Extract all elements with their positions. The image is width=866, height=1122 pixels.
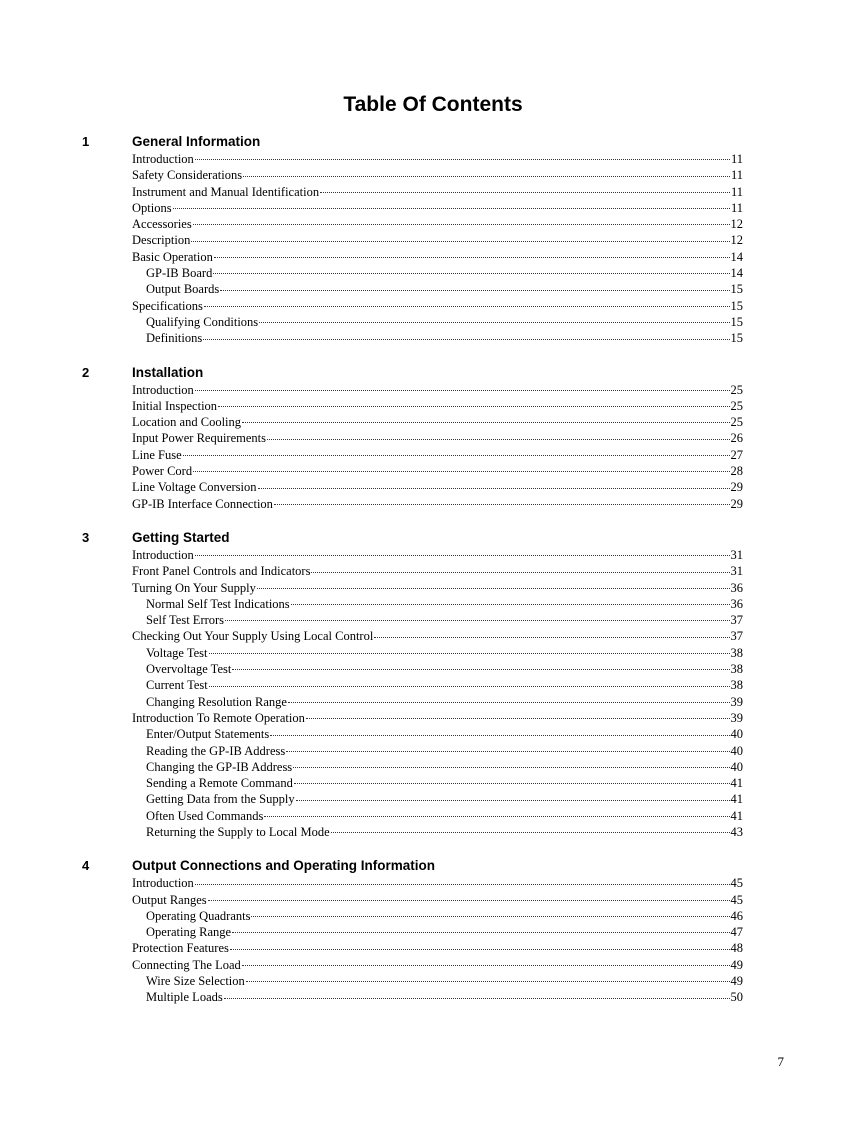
entry-page-number: 12 xyxy=(730,217,743,232)
entry-label: Returning the Supply to Local Mode xyxy=(146,824,330,839)
dot-leader xyxy=(209,686,730,687)
dot-leader xyxy=(270,735,729,736)
entry-label: Accessories xyxy=(132,217,192,232)
entry-label: Line Fuse xyxy=(132,447,182,462)
dot-leader xyxy=(311,572,729,573)
toc-chapter xyxy=(0,857,866,1005)
toc-entry xyxy=(132,957,743,973)
entry-label: Qualifying Conditions xyxy=(146,314,259,329)
entry-label: GP-IB Interface Connection xyxy=(132,496,273,511)
entry-label: Introduction xyxy=(132,876,194,891)
entry-label: Wire Size Selection xyxy=(146,974,245,989)
dot-leader xyxy=(251,916,729,917)
toc-entry xyxy=(132,479,743,495)
dot-leader xyxy=(208,900,730,901)
toc-subentry xyxy=(146,924,743,940)
entry-label: Protection Features xyxy=(132,941,229,956)
toc-entry xyxy=(132,298,743,314)
entry-page-number: 25 xyxy=(730,415,743,430)
entry-label: Introduction xyxy=(132,547,194,562)
entry-label: Instrument and Manual Identification xyxy=(132,184,320,199)
toc-chapter xyxy=(0,364,866,512)
entry-page-number: 31 xyxy=(730,547,743,562)
dot-leader xyxy=(218,406,729,407)
toc-subentry xyxy=(146,973,743,989)
entry-label: Current Test xyxy=(146,678,208,693)
toc-entry xyxy=(132,398,743,414)
entry-page-number: 37 xyxy=(730,629,743,644)
toc-entry xyxy=(132,463,743,479)
entry-page-number: 46 xyxy=(730,908,743,923)
toc-entry xyxy=(132,216,743,232)
entry-page-number: 41 xyxy=(730,808,743,823)
entry-label: Front Panel Controls and Indicators xyxy=(132,564,311,579)
dot-leader xyxy=(195,555,730,556)
page-title: Table Of Contents xyxy=(343,93,523,116)
dot-leader xyxy=(224,998,730,999)
dot-leader xyxy=(291,604,730,605)
entry-label: Getting Data from the Supply xyxy=(146,792,295,807)
chapter-number: 1 xyxy=(82,134,90,149)
toc-subentry xyxy=(146,661,743,677)
dot-leader xyxy=(257,588,730,589)
entry-label: GP-IB Board xyxy=(146,266,213,281)
toc-entry xyxy=(132,580,743,596)
toc-entry xyxy=(132,200,743,216)
toc-subentry xyxy=(146,612,743,628)
entry-page-number: 26 xyxy=(730,431,743,446)
dot-leader xyxy=(242,422,729,423)
entry-page-number: 11 xyxy=(730,168,743,183)
dot-leader xyxy=(264,816,729,817)
dot-leader xyxy=(306,718,730,719)
entry-page-number: 47 xyxy=(730,925,743,940)
entry-page-number: 38 xyxy=(730,662,743,677)
dot-leader xyxy=(193,224,730,225)
toc-subentry xyxy=(146,677,743,693)
entry-page-number: 40 xyxy=(730,743,743,758)
entry-page-number: 40 xyxy=(730,727,743,742)
chapter-title: Output Connections and Operating Information xyxy=(132,858,435,874)
entry-label: Often Used Commands xyxy=(146,808,264,823)
toc-subentry xyxy=(146,908,743,924)
toc-subentry xyxy=(146,759,743,775)
entry-label: Definitions xyxy=(146,331,203,346)
toc-chapter xyxy=(0,529,866,840)
entry-page-number: 36 xyxy=(730,580,743,595)
toc-entry xyxy=(132,430,743,446)
entry-label: Changing Resolution Range xyxy=(146,694,287,709)
entry-page-number: 37 xyxy=(730,613,743,628)
toc-subentry xyxy=(146,989,743,1005)
toc-subentry xyxy=(146,314,743,330)
entry-label: Basic Operation xyxy=(132,249,213,264)
dot-leader xyxy=(209,653,730,654)
entry-label: Changing the GP-IB Address xyxy=(146,759,293,774)
toc-subentry xyxy=(146,330,743,346)
entry-page-number: 29 xyxy=(730,496,743,511)
entry-page-number: 25 xyxy=(730,398,743,413)
toc-entry xyxy=(132,563,743,579)
toc-subentry xyxy=(146,791,743,807)
chapter-title: Installation xyxy=(132,364,204,380)
entry-page-number: 15 xyxy=(730,298,743,313)
entry-page-number: 14 xyxy=(730,249,743,264)
chapter-number: 4 xyxy=(82,858,90,874)
entry-label: Operating Range xyxy=(146,925,232,940)
entry-label: Description xyxy=(132,233,191,248)
toc-subentry xyxy=(146,775,743,791)
chapter-number: 2 xyxy=(82,364,90,380)
entry-page-number: 11 xyxy=(730,200,743,215)
entry-label: Checking Out Your Supply Using Local Control xyxy=(132,629,374,644)
dot-leader xyxy=(195,390,730,391)
dot-leader xyxy=(294,783,730,784)
dot-leader xyxy=(274,504,730,505)
dot-leader xyxy=(183,455,730,456)
entry-page-number: 38 xyxy=(730,678,743,693)
dot-leader xyxy=(195,884,730,885)
entry-label: Normal Self Test Indications xyxy=(146,596,290,611)
toc-entry xyxy=(132,710,743,726)
toc-subentry xyxy=(146,596,743,612)
dot-leader xyxy=(258,488,730,489)
entry-page-number: 41 xyxy=(730,792,743,807)
dot-leader xyxy=(220,290,729,291)
dot-leader xyxy=(214,257,730,258)
dot-leader xyxy=(259,322,729,323)
entry-label: Self Test Errors xyxy=(146,613,225,628)
toc-entry xyxy=(132,249,743,265)
toc-subentry xyxy=(146,265,743,281)
dot-leader xyxy=(232,932,729,933)
entry-label: Safety Considerations xyxy=(132,168,243,183)
dot-leader xyxy=(286,751,729,752)
entry-page-number: 27 xyxy=(730,447,743,462)
toc-subentry xyxy=(146,694,743,710)
entry-page-number: 14 xyxy=(730,266,743,281)
dot-leader xyxy=(195,159,730,160)
entry-label: Line Voltage Conversion xyxy=(132,480,257,495)
dot-leader xyxy=(232,669,729,670)
toc-subentry xyxy=(146,645,743,661)
dot-leader xyxy=(246,981,730,982)
dot-leader xyxy=(267,439,729,440)
dot-leader xyxy=(296,800,730,801)
dot-leader xyxy=(230,949,730,950)
entry-label: Output Ranges xyxy=(132,892,207,907)
toc-entry xyxy=(132,447,743,463)
entry-page-number: 25 xyxy=(730,382,743,397)
entry-page-number: 11 xyxy=(730,152,743,166)
toc-entry xyxy=(132,167,743,183)
toc-entry xyxy=(132,184,743,200)
entry-label: Options xyxy=(132,200,172,215)
toc-entry xyxy=(132,547,743,563)
entry-page-number: 29 xyxy=(730,480,743,495)
entry-label: Voltage Test xyxy=(146,645,208,660)
toc-subentry xyxy=(146,726,743,742)
entry-page-number: 15 xyxy=(730,314,743,329)
entry-page-number: 40 xyxy=(730,759,743,774)
dot-leader xyxy=(173,208,730,209)
dot-leader xyxy=(225,620,729,621)
entry-label: Sending a Remote Command xyxy=(146,776,293,791)
entry-label: Location and Cooling xyxy=(132,415,242,430)
table-of-contents xyxy=(0,133,866,1023)
dot-leader xyxy=(213,273,729,274)
entry-page-number: 45 xyxy=(730,892,743,907)
dot-leader xyxy=(243,176,730,177)
entry-label: Input Power Requirements xyxy=(132,431,267,446)
toc-entry xyxy=(132,151,743,167)
toc-entry xyxy=(132,940,743,956)
entry-label: Specifications xyxy=(132,298,203,313)
dot-leader xyxy=(193,471,729,472)
entry-page-number: 31 xyxy=(730,564,743,579)
dot-leader xyxy=(288,702,730,703)
entry-page-number: 15 xyxy=(730,282,743,297)
page-number: 7 xyxy=(777,1054,784,1069)
toc-entry xyxy=(132,232,743,248)
toc-subentry xyxy=(146,808,743,824)
entry-label: Power Cord xyxy=(132,464,193,479)
entry-label: Output Boards xyxy=(146,282,220,297)
entry-page-number: 41 xyxy=(730,776,743,791)
entry-page-number: 11 xyxy=(730,184,743,199)
entry-page-number: 28 xyxy=(730,464,743,479)
entry-label: Initial Inspection xyxy=(132,398,218,413)
entry-page-number: 45 xyxy=(730,876,743,891)
entry-page-number: 12 xyxy=(730,233,743,248)
dot-leader xyxy=(374,637,729,638)
toc-entry xyxy=(132,496,743,512)
entry-label: Multiple Loads xyxy=(146,990,223,1005)
entry-page-number: 15 xyxy=(730,331,743,346)
entry-page-number: 49 xyxy=(730,974,743,989)
toc-subentry xyxy=(146,824,743,840)
chapter-number: 3 xyxy=(82,529,90,545)
entry-page-number: 38 xyxy=(730,645,743,660)
entry-label: Turning On Your Supply xyxy=(132,580,256,595)
toc-entry xyxy=(132,875,743,891)
entry-page-number: 39 xyxy=(730,710,743,725)
toc-entry xyxy=(132,414,743,430)
entry-page-number: 39 xyxy=(730,694,743,709)
entry-label: Introduction xyxy=(132,152,194,166)
dot-leader xyxy=(293,767,729,768)
dot-leader xyxy=(191,241,729,242)
entry-page-number: 36 xyxy=(730,596,743,611)
entry-label: Operating Quadrants xyxy=(146,908,251,923)
entry-label: Reading the GP-IB Address xyxy=(146,743,286,758)
entry-label: Enter/Output Statements xyxy=(146,727,270,742)
entry-page-number: 50 xyxy=(730,990,743,1005)
toc-chapter xyxy=(0,133,866,347)
toc-entry xyxy=(132,382,743,398)
entry-page-number: 48 xyxy=(730,941,743,956)
entry-label: Introduction To Remote Operation xyxy=(132,710,305,725)
chapter-title: General Information xyxy=(132,134,261,149)
entry-page-number: 49 xyxy=(730,957,743,972)
entry-label: Overvoltage Test xyxy=(146,662,232,677)
toc-entry xyxy=(132,628,743,644)
toc-subentry xyxy=(146,743,743,759)
dot-leader xyxy=(242,965,730,966)
dot-leader xyxy=(203,339,729,340)
toc-entry xyxy=(132,892,743,908)
entry-label: Introduction xyxy=(132,382,194,397)
dot-leader xyxy=(331,832,730,833)
dot-leader xyxy=(204,306,730,307)
chapter-title: Getting Started xyxy=(132,529,230,545)
toc-subentry xyxy=(146,281,743,297)
entry-label: Connecting The Load xyxy=(132,957,241,972)
entry-page-number: 43 xyxy=(730,824,743,839)
dot-leader xyxy=(320,192,730,193)
